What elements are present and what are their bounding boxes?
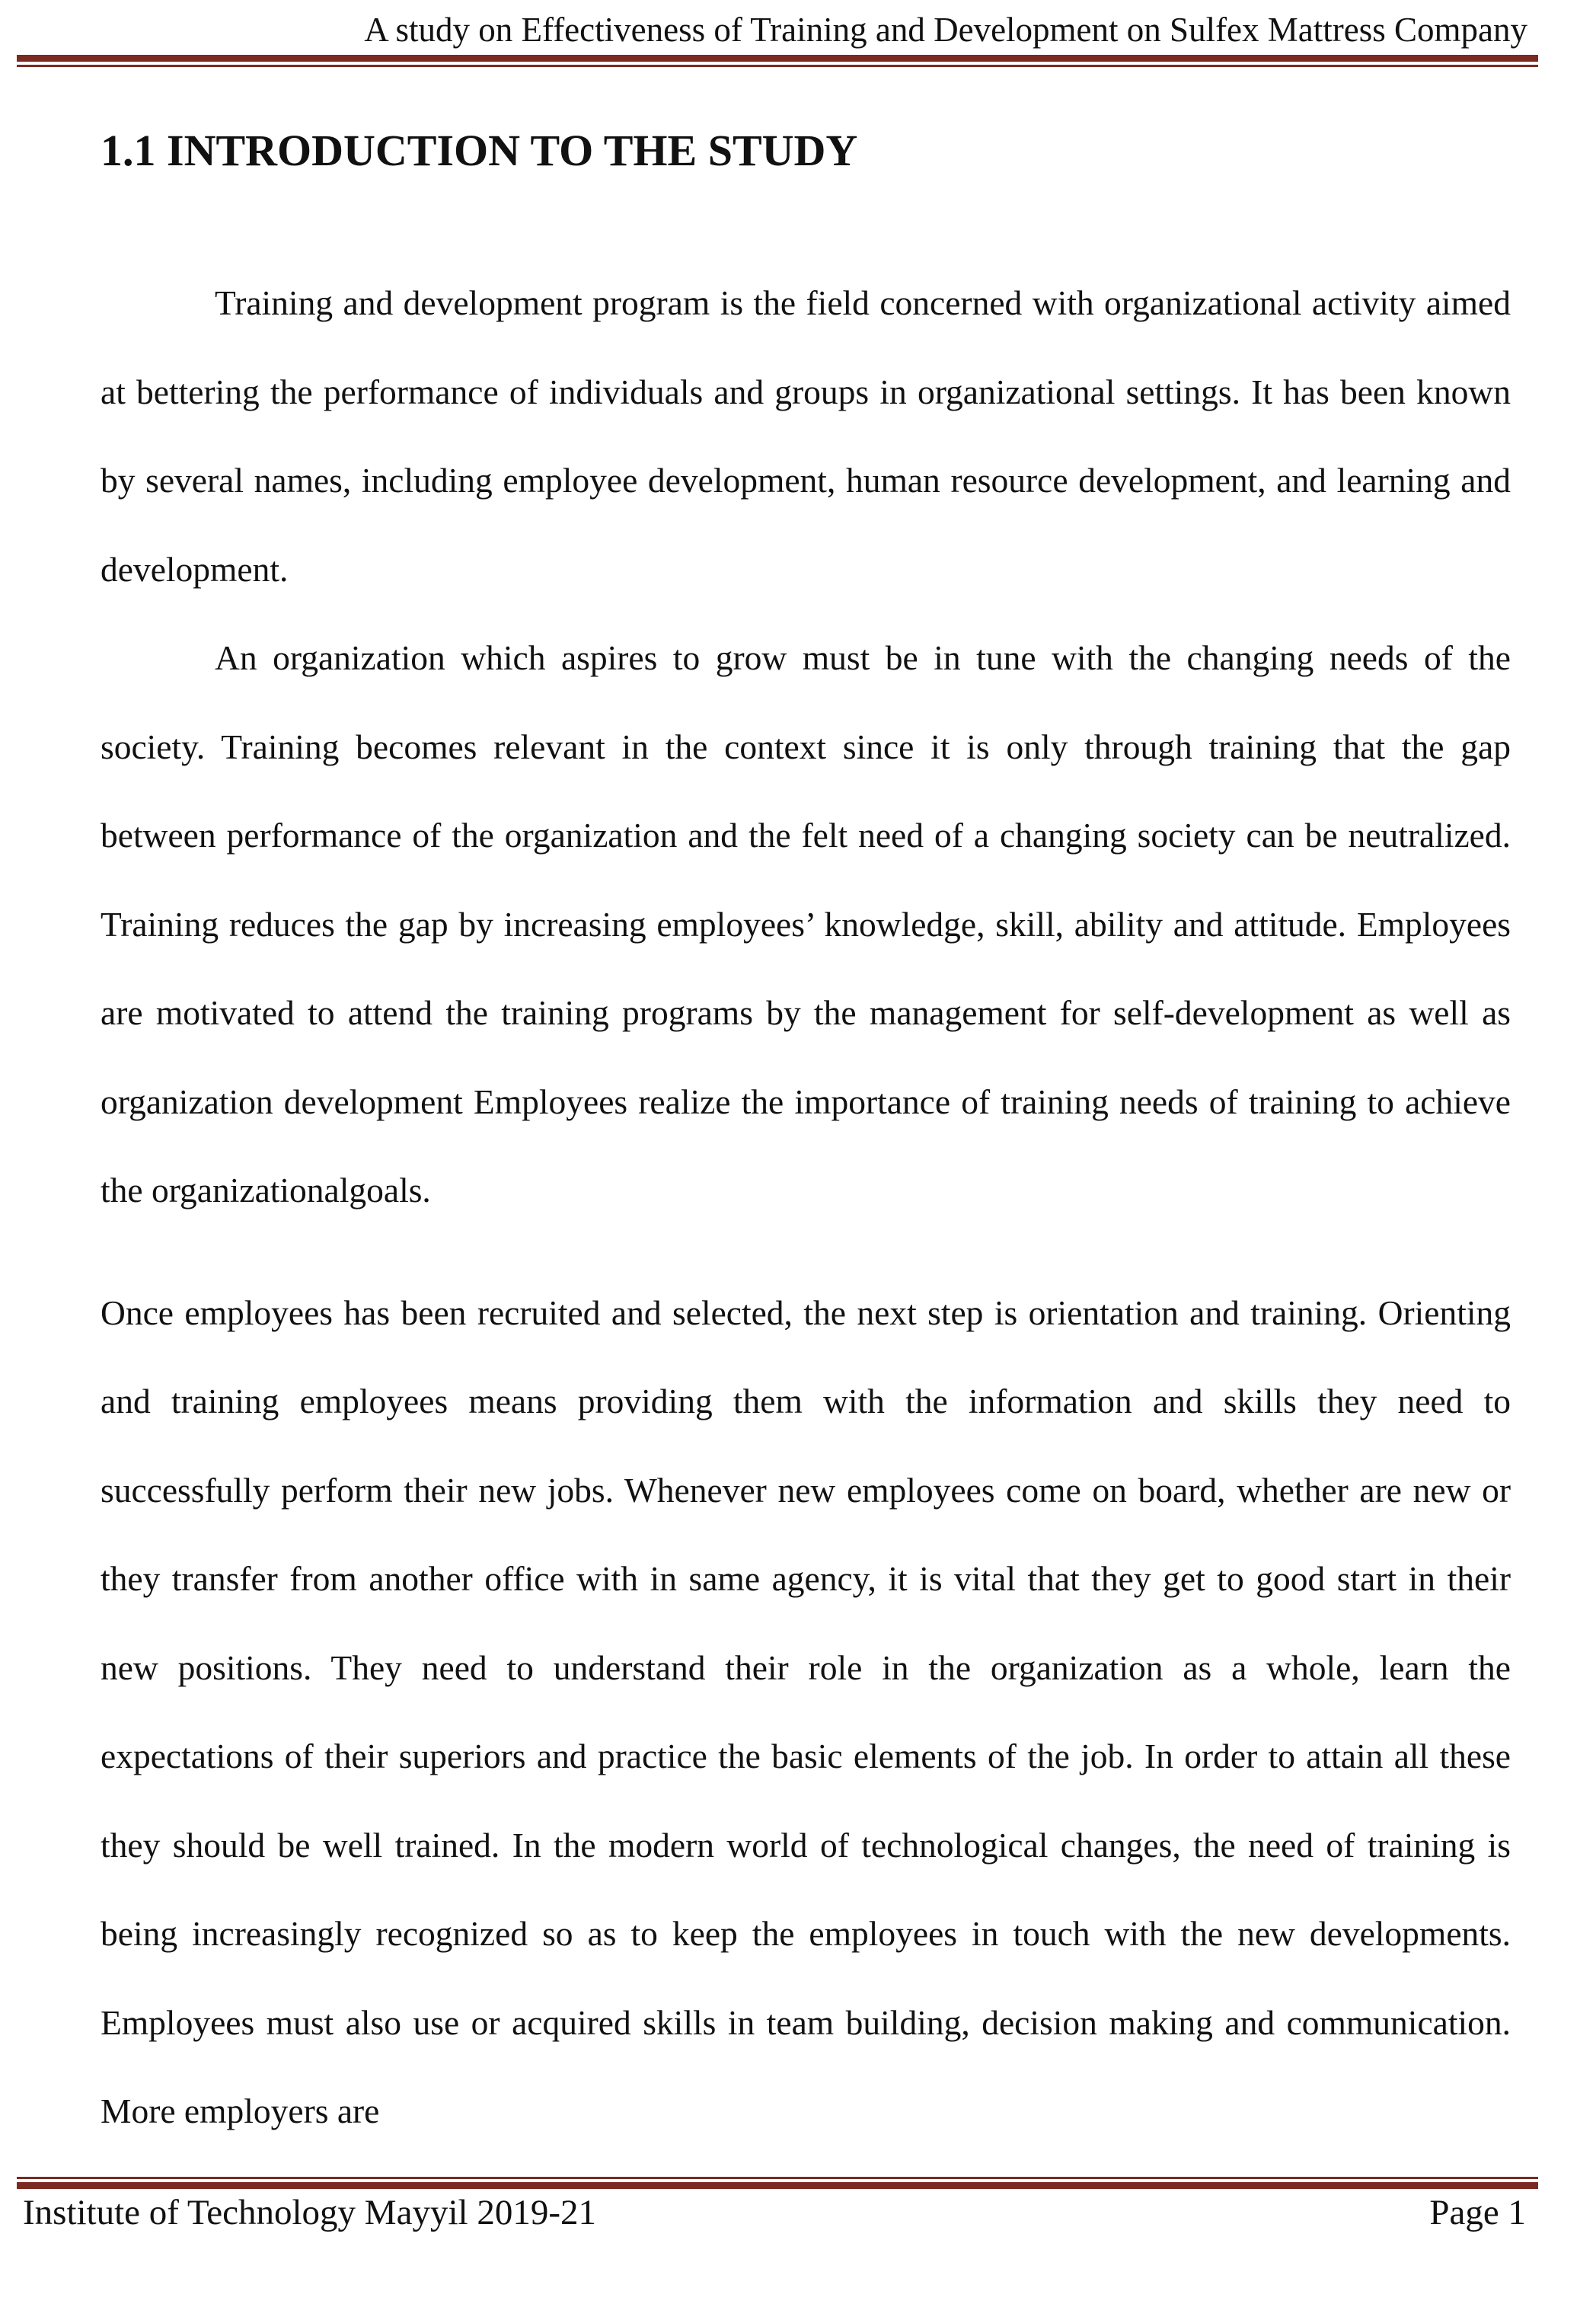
running-header: A study on Effectiveness of Training and Development on Sulfex Mattress Company — [364, 11, 1527, 49]
document-body — [101, 259, 1511, 2156]
paragraph-3: Once employees has been recruited and selected, the next step is orientation and training. Orienting and training employees means providing them with the information and skills they need to successfully perform their new jobs. Whenever new employees come on board, whether are new or they transfer from another office with in same agency, it is vital that they get to good start in their new positions. They need to understand their role in the organization as a whole, learn the expectations of their superiors and practice the basic elements of the job. In order to attain all these they should be well trained. In the modern world of technological changes, the need of training is being increasingly recognized so as to keep the employees in touch with the new developments. Employees must also use or acquired skills in team building, decision making and communication. More employers are — [101, 1293, 1511, 2130]
paragraph-2: An organization which aspires to grow must be in tune with the changing needs of the society. Training becomes relevant in the context since it is only through training that the gap between performance of the organization and the felt need of a changing society can be neutralized. Training reduces the gap by increasing employees’ knowledge, skill, ability and attitude. Employees are motivated to attend the training programs by the management for self-development as well as organization development Employees realize the importance of training needs of training to achieve the organizationalgoals. — [101, 638, 1511, 1210]
header-rule — [17, 55, 1538, 67]
paragraph-1: Training and development program is the field concerned with organizational activity aimed at bettering the performance of individuals and groups in organizational settings. It has been known by several names, including employee development, human resource development, and learning and development. — [101, 283, 1511, 589]
header-rule-thick — [17, 55, 1538, 62]
section-heading: 1.1 INTRODUCTION TO THE STUDY — [101, 126, 858, 175]
footer-institute: Institute of Technology Mayyil 2019-21 — [23, 2193, 596, 2232]
header-rule-thin — [17, 65, 1538, 67]
footer-page-number: Page 1 — [1429, 2193, 1526, 2232]
